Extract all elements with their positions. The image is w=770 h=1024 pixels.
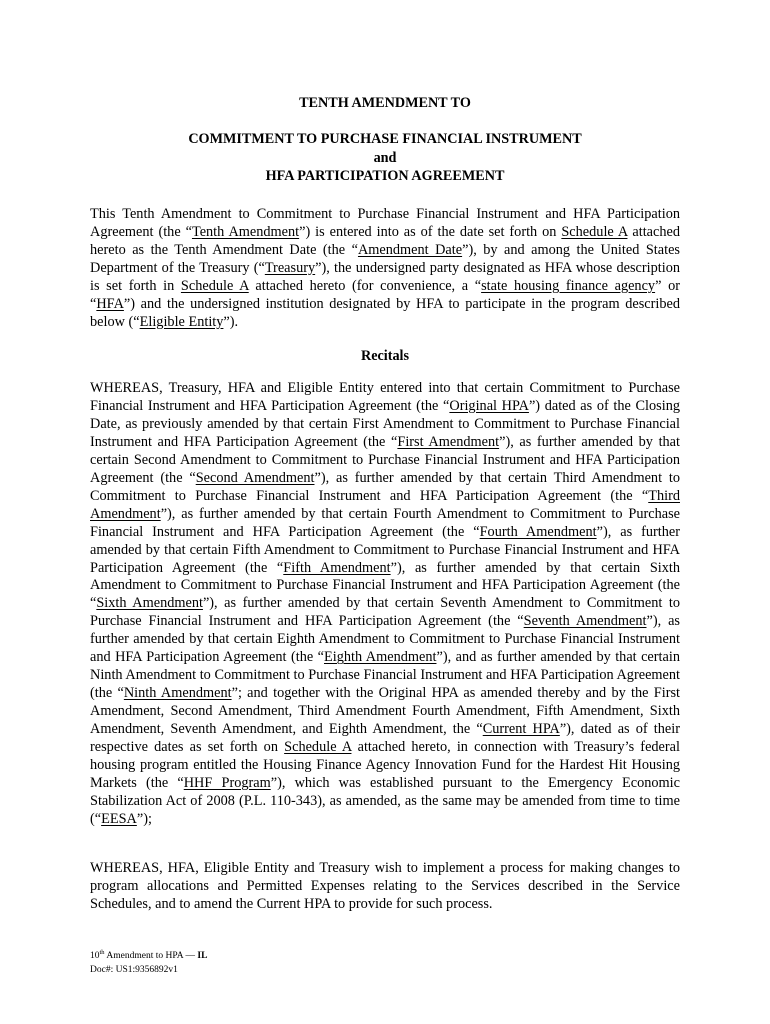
recitals-heading: Recitals bbox=[360, 348, 410, 364]
defined-term: Current HPA bbox=[482, 721, 560, 738]
defined-term: HFA bbox=[96, 295, 124, 312]
defined-term: Seventh Amendment bbox=[523, 613, 647, 630]
defined-term: Fifth Amendment bbox=[283, 559, 391, 576]
defined-term: Ninth Amendment bbox=[123, 685, 232, 702]
defined-term: HHF Program bbox=[183, 774, 271, 791]
defined-term: Third Amendment bbox=[90, 487, 680, 522]
defined-term: Schedule A bbox=[561, 223, 628, 240]
intro-paragraph: This Tenth Amendment to Commitment to Purchase Financial Instrument and HFA Participation Agreement (the “Tenth Amendment”) is entered into as of the date set forth on Schedule A attached hereto as the Tenth Amendment Date (the “Amendment Date”), by and among the United States Department of the Treasury (“Treasury”), the undersigned party designated as HFA whose description is set forth in Schedule A attached hereto (for convenience, a “state housing finance agency” or “HFA”) and the undersigned institution designated by HFA to participate in the program described below (“Eligible Entity”). bbox=[90, 206, 681, 330]
defined-term: Sixth Amendment bbox=[96, 595, 203, 612]
recital-paragraph-1: WHEREAS, Treasury, HFA and Eligible Entity entered into that certain Commitment to Purchase Financial Instrument and HFA Participation Agreement (the “Original HPA”) dated as of the Closing Date, as previously amended by that certain First Amendment to Commitment to Purchase Financial Instrument and HFA Participation Agreement (the “First Amendment”), as further amended by that certain Second Amendment to Commitment to Purchase Financial Instrument and HFA Participation Agreement (the “Second Amendment”), as further amended by that certain Third Amendment to Commitment to Purchase Financial Instrument and HFA Participation Agreement (the “Third Amendment”), as further amended by that certain Fourth Amendment to Commitment to Purchase Financial Instrument and HFA Participation Agreement (the “Fourth Amendment”), as further amended by that certain Fifth Amendment to Commitment to Purchase Financial Instrument and HFA Participation Agreement (the “Fifth Amendment”), as further amended by that certain Sixth Amendment to Commitment to Purchase Financial Instrument and HFA Participation Agreement (the “Sixth Amendment”), as further amended by that certain Seventh Amendment to Commitment to Purchase Financial Instrument and HFA Participation Agreement (the “Seventh Amendment”), as further amended by that certain Eighth Amendment to Commitment to Purchase Financial Instrument and HFA Participation Agreement (the “Eighth Amendment”), and as further amended by that certain Ninth Amendment to Commitment to Purchase Financial Instrument and HFA Participation Agreement (the “Ninth Amendment”; and together with the Original HPA as amended thereby and by the First Amendment, Second Amendment, Third Amendment Fourth Amendment, Fifth Amendment, Sixth Amendment, Seventh Amendment, and Eighth Amendment, the “Current HPA”), dated as of their respective dates as set forth on Schedule A attached hereto, in connection with Treasury’s federal housing program entitled the Housing Finance Agency Innovation Fund for the Hardest Hit Housing Markets (the “HHF Program”), which was established pursuant to the Emergency Economic Stabilization Act of 2008 (P.L. 110-343), as amended, as the same may be amended from time to time (“EESA”); bbox=[90, 380, 681, 827]
title-line-2: COMMITMENT TO PURCHASE FINANCIAL INSTRUMENT bbox=[188, 131, 582, 147]
defined-term: Amendment Date bbox=[357, 241, 463, 258]
defined-term: state housing finance agency bbox=[481, 277, 656, 294]
title-line-3: and bbox=[373, 150, 397, 166]
recital-paragraph-2: WHEREAS, HFA, Eligible Entity and Treasury wish to implement a process for making changes to program allocations and Permitted Expenses relating to the Services described in the Service Schedules, and to amend the Current HPA to provide for such process. bbox=[90, 860, 680, 912]
title-line-4: HFA PARTICIPATION AGREEMENT bbox=[265, 168, 505, 184]
footer-doc-number: Doc#: US1:9356892v1 bbox=[90, 965, 178, 975]
defined-term: Eligible Entity bbox=[139, 313, 224, 330]
title-line-1: TENTH AMENDMENT TO bbox=[299, 95, 471, 111]
defined-term: Schedule A bbox=[284, 739, 352, 756]
defined-term: Schedule A bbox=[180, 277, 249, 294]
defined-term: Tenth Amendment bbox=[191, 223, 300, 240]
defined-term: Fourth Amendment bbox=[479, 523, 597, 540]
defined-term: EESA bbox=[101, 810, 137, 827]
defined-term: Second Amendment bbox=[195, 469, 315, 486]
footer-amendment-label: 10th Amendment to HPA — IL bbox=[90, 948, 208, 961]
defined-term: Original HPA bbox=[449, 397, 529, 414]
defined-term: First Amendment bbox=[397, 433, 500, 450]
defined-term: Treasury bbox=[264, 259, 316, 276]
defined-term: Eighth Amendment bbox=[324, 649, 437, 666]
